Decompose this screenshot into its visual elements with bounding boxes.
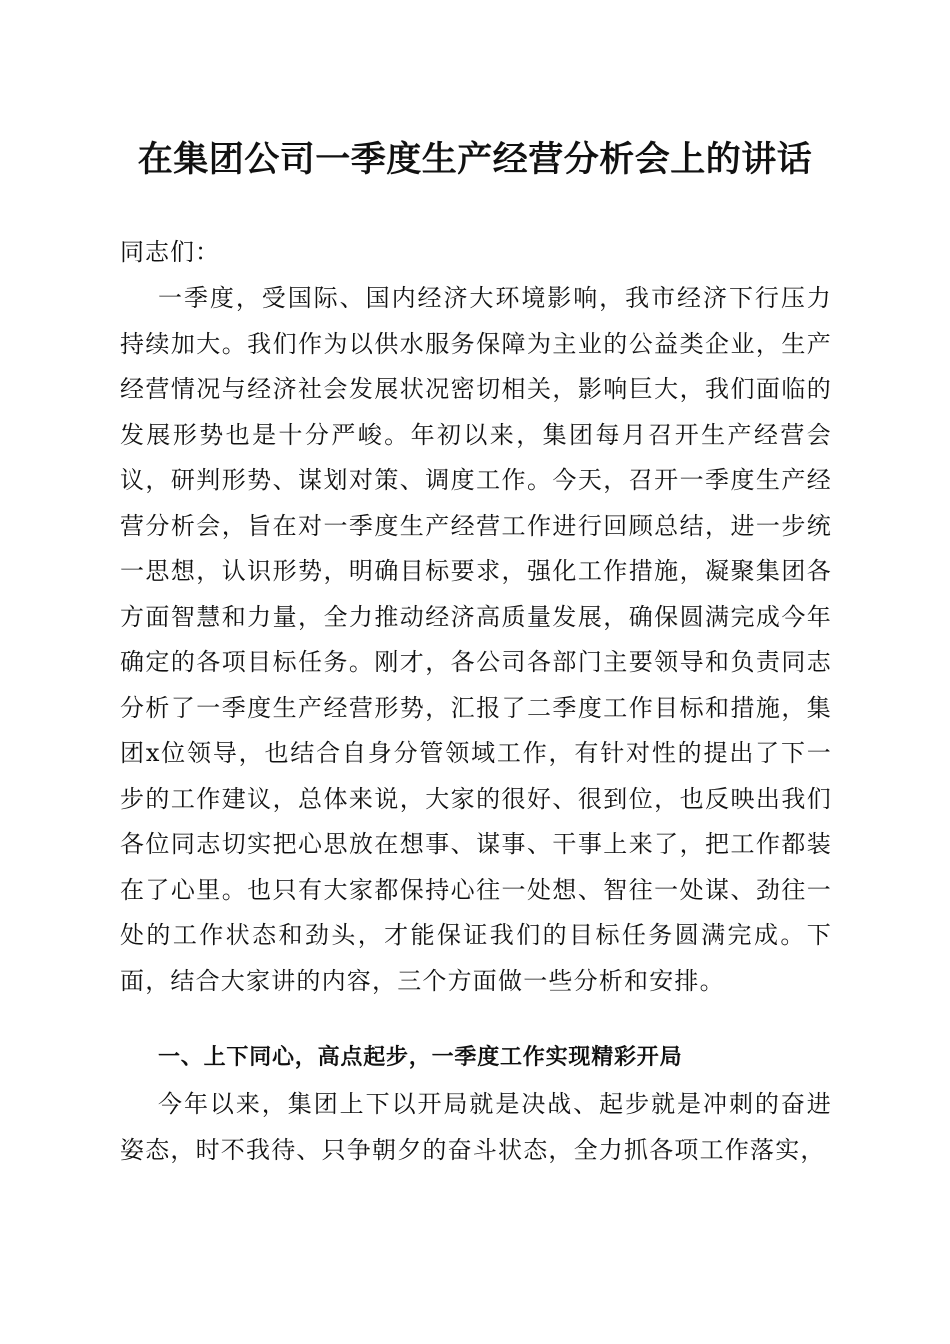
document-title: 在集团公司一季度生产经营分析会上的讲话 bbox=[137, 139, 813, 180]
paragraph-opening: 一季度，受国际、国内经济大环境影响，我市经济下行压力持续加大。我们作为以供水服务保障为主业的公益类企业，生产经营情况与经济社会发展状况密切相关，影响巨大，我们面临的发展形势也是十分严峻。年初以来，集团每月召开生产经营会议，研判形势、谋划对策、调度工作。今天，召开一季度生产经营分析会，旨在对一季度生产经营工作进行回顾总结，进一步统一思想，认识形势，明确目标要求，强化工作措施，凝聚集团各方面智慧和力量，全力推动经济高质量发展，确保圆满完成今年确定的各项目标任务。刚才，各公司各部门主要领导和负责同志分析了一季度生产经营形势，汇报了二季度工作目标和措施，集团x位领导，也结合自身分管领域工作，有针对性的提出了下一步的工作建议，总体来说，大家的很好、很到位，也反映出我们各位同志切实把心思放在想事、谋事、干事上来了，把工作都装在了心里。也只有大家都保持心往一处想、智往一处谋、劲往一处的工作状态和劲头，才能保证我们的目标任务圆满完成。下面，结合大家讲的内容，三个方面做一些分析和安排。 bbox=[120, 284, 832, 995]
section-heading-1: 一、上下同心，高点起步，一季度工作实现精彩开局 bbox=[158, 1045, 683, 1070]
paragraph-section-1: 今年以来，集团上下以开局就是决战、起步就是冲刺的奋进姿态，时不我待、只争朝夕的奋斗状态，全力抓各项工作落实， bbox=[120, 1090, 832, 1164]
salutation: 同志们： bbox=[120, 238, 220, 266]
